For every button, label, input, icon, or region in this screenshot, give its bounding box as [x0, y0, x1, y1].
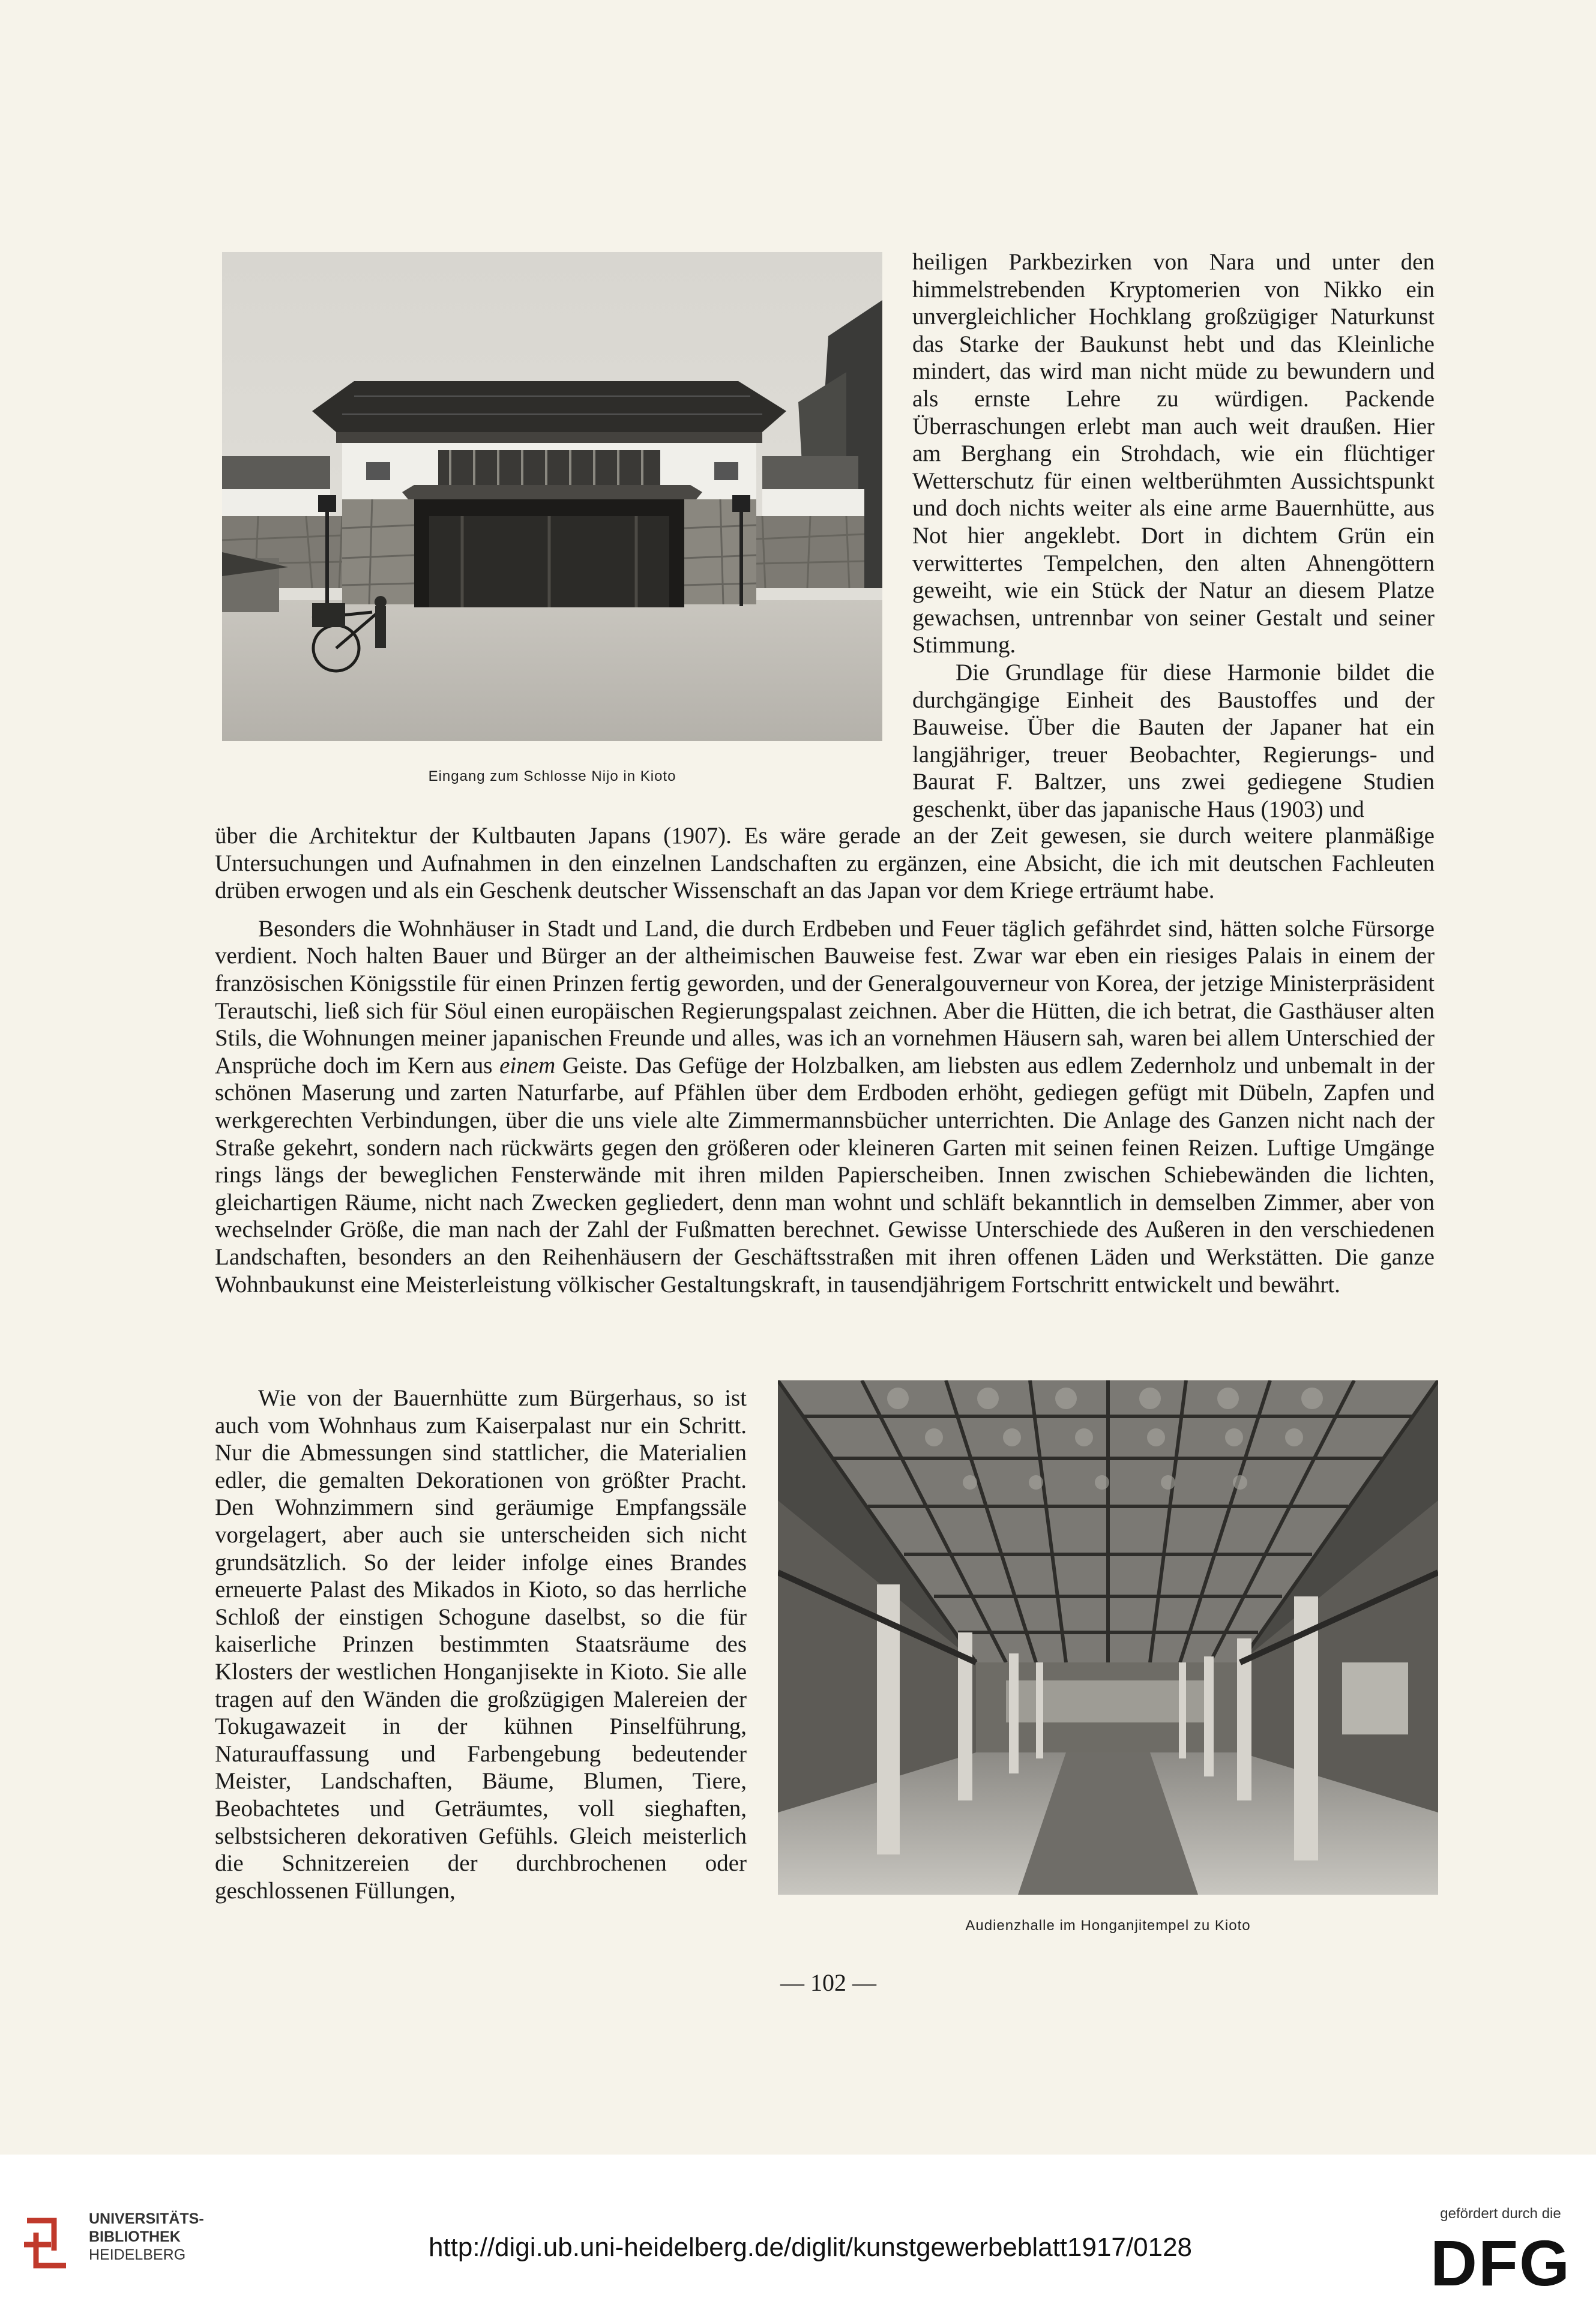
library-name	[89, 2210, 204, 2264]
photo-audience-hall	[778, 1380, 1438, 1895]
library-name-line2: BIBLIOTHEK	[89, 2228, 181, 2245]
paragraph-parkbezirke: heiligen Parkbezirken von Nara und unter den himmelstrebenden Kryptomerien von Nikko ein unvergleichlicher Hochklang großzügiger Naturkunst das Starke der Baukunst hebt und das Kleinliche mindert, das wird man nicht müde zu bewundern und als ernste Lehre zu würdigen. Packende Überraschungen erlebt man auch weit draußen. Hier am Berghang ein Strohdach, wie ein flüchtiger Wetterschutz für einen weltberühmten Aussichtspunkt und doch nichts weiter als eine arme Bauernhütte, aus Not hier angeklebt. Dort in dichtem Grün ein verwittertes Tempelchen, den alten Ahnengöttern geweiht, wie ein Stück der Natur an diesem Platze gewachsen, untrennbar von seiner Gestalt und seiner Stimmung.	[912, 249, 1435, 658]
heidelberg-library-logo	[18, 2209, 78, 2278]
text-block-full	[215, 822, 1435, 1298]
text-block-left	[215, 1385, 747, 1904]
digitization-footer	[0, 2155, 1596, 2307]
paragraph-wie-von: Wie von der Bauernhütte zum Bürgerhaus, so ist auch vom Wohnhaus zum Kaiserpalast nur ein Schritt. Nur die Abmessungen sind stattlicher, die Materialien edler, die gemalten Dekorationen von größter Pracht. Den Wohnzimmern sind geräumige Empfangssäle vorgelagert, aber auch sie unterscheiden sich nicht grundsätzlich. So der leider infolge eines Brandes erneuerte Palast des Mikados in Kioto, so das herrliche Schloß der einstigen Schogune daselbst, so die für kaiserliche Prinzen bestimmten Staatsräume des Klosters der westlichen Honganjisekte in Kioto. Sie alle tragen auf den Wänden die großzügigen Malereien der Tokugawazeit in der kühnen Pinselführung, Naturauffassung und Farbengebung bedeutender Meister, Landschaften, Bäume, Blumen, Tiere, Beobachtetes und Geträumtes, voll sieghaften, selbstsicheren dekorativen Gefühls. Gleich meisterlich die Schnitzereien der durchbrochenen oder geschlossenen Füllungen,	[215, 1385, 747, 1904]
dfg-logo: DFG	[1430, 2227, 1571, 2299]
paragraph-grundlage-cont: über die Architektur der Kultbauten Japans (1907). Es wäre gerade an der Zeit gewesen, sie durch weitere planmäßige Untersuchungen und Aufnahmen in den einzelnen Landschaften zu ergänzen, eine Absicht, die ich mit deutschen Fachleuten drüben erwogen und als ein Geschenk deutscher Wissenschaft an das Japan vor dem Kriege erträumt habe.	[215, 823, 1435, 904]
figure-caption-nijo: Eingang zum Schlosse Nijo in Kioto	[428, 768, 676, 784]
permalink-url[interactable]: http://digi.ub.uni-heidelberg.de/diglit/kunstgewerbeblatt1917/0128	[428, 2233, 1193, 2262]
photo-nijo-castle-gate	[222, 252, 882, 741]
figure-caption-audienzhalle: Audienzhalle im Honganjitempel zu Kioto	[965, 1917, 1251, 1934]
paragraph-besonders-a: Besonders die Wohnhäuser in Stadt und Land, die durch Erdbeben und Feuer täglich gefährdet sind, hätten solche Fürsorge verdient. Noch halten Bauer und Bürger an der altheimischen Bauweise fest. Zwar war eben ein riesiges Palais in einem der französischen Königsstile für einen Prinzen fertig geworden, und der Generalgouverneur von Korea, der jetzige Ministerpräsident Terautschi, ließ sich für Söul einen europäischen Regierungspalast zeichnen. Aber die Hütten, die ich betrat, die Gasthäuser alten Stils, die Wohnungen meiner japanischen Freunde und alles, was ich an vornehmen Häusern sah, waren bei allem Unterschied der Ansprüche doch im Kern aus	[215, 915, 1435, 1078]
paragraph-besonders-b: Geiste. Das Gefüge der Holzbalken, am liebsten aus edlem Zedernholz und unbemalt in der schönen Maserung und zarten Naturfarbe, auf Pfählen über dem Erdboden erhöht, gediegen gefügt mit Dübeln, Zapfen und werkgerechten Verbindungen, über die uns viele alte Zimmermannsbücher unterrichten. Die Anlage des Ganzen nicht nach der Straße gekehrt, sondern nach rückwärts gegen den größeren oder kleineren Garten mit seinen feinen Reizen. Luftige Umgänge rings längs der beweglichen Fensterwände mit ihren milden Papierscheiben. Innen zwischen Schiebewänden die lichten, gleichartigen Räume, nicht nach Zwecken gegliedert, denn man wohnt und schläft bekanntlich in demselben Zimmer, aber von wechselnder Größe, die man nach der Zahl der Fußmatten berechnet. Gewisse Unterschiede des Außeren in den verschiedenen Landschaften, besonders an den Reihenhäusern der Geschäftsstraßen mit ihren offenen Läden und Werkstätten. Die ganze Wohnbaukunst eine Meisterleistung völkischer Gestaltungskraft, in tausendjährigem Fortschritt entwickelt und bewährt.	[215, 1052, 1435, 1298]
text-block-right	[912, 248, 1435, 823]
library-name-line3: HEIDELBERG	[89, 2246, 186, 2263]
paragraph-grundlage: Die Grundlage für diese Harmonie bildet die durchgängige Einheit des Baustoffes und der Bauweise. Über die Bauten der Japaner hat ein langjähriger, treuer Beobachter, Regierungs- und Baurat F. Baltzer, uns zwei gediegene Studien geschenkt, über das japanische Haus (1903) und	[912, 659, 1435, 822]
emphasis-einem: einem	[499, 1052, 556, 1078]
page-number: — 102 —	[780, 1969, 876, 1996]
funded-by-label: gefördert durch die	[1440, 2206, 1561, 2222]
library-name-line1: UNIVERSITÄTS-	[89, 2210, 204, 2227]
paragraph-besonders	[215, 915, 1435, 1298]
